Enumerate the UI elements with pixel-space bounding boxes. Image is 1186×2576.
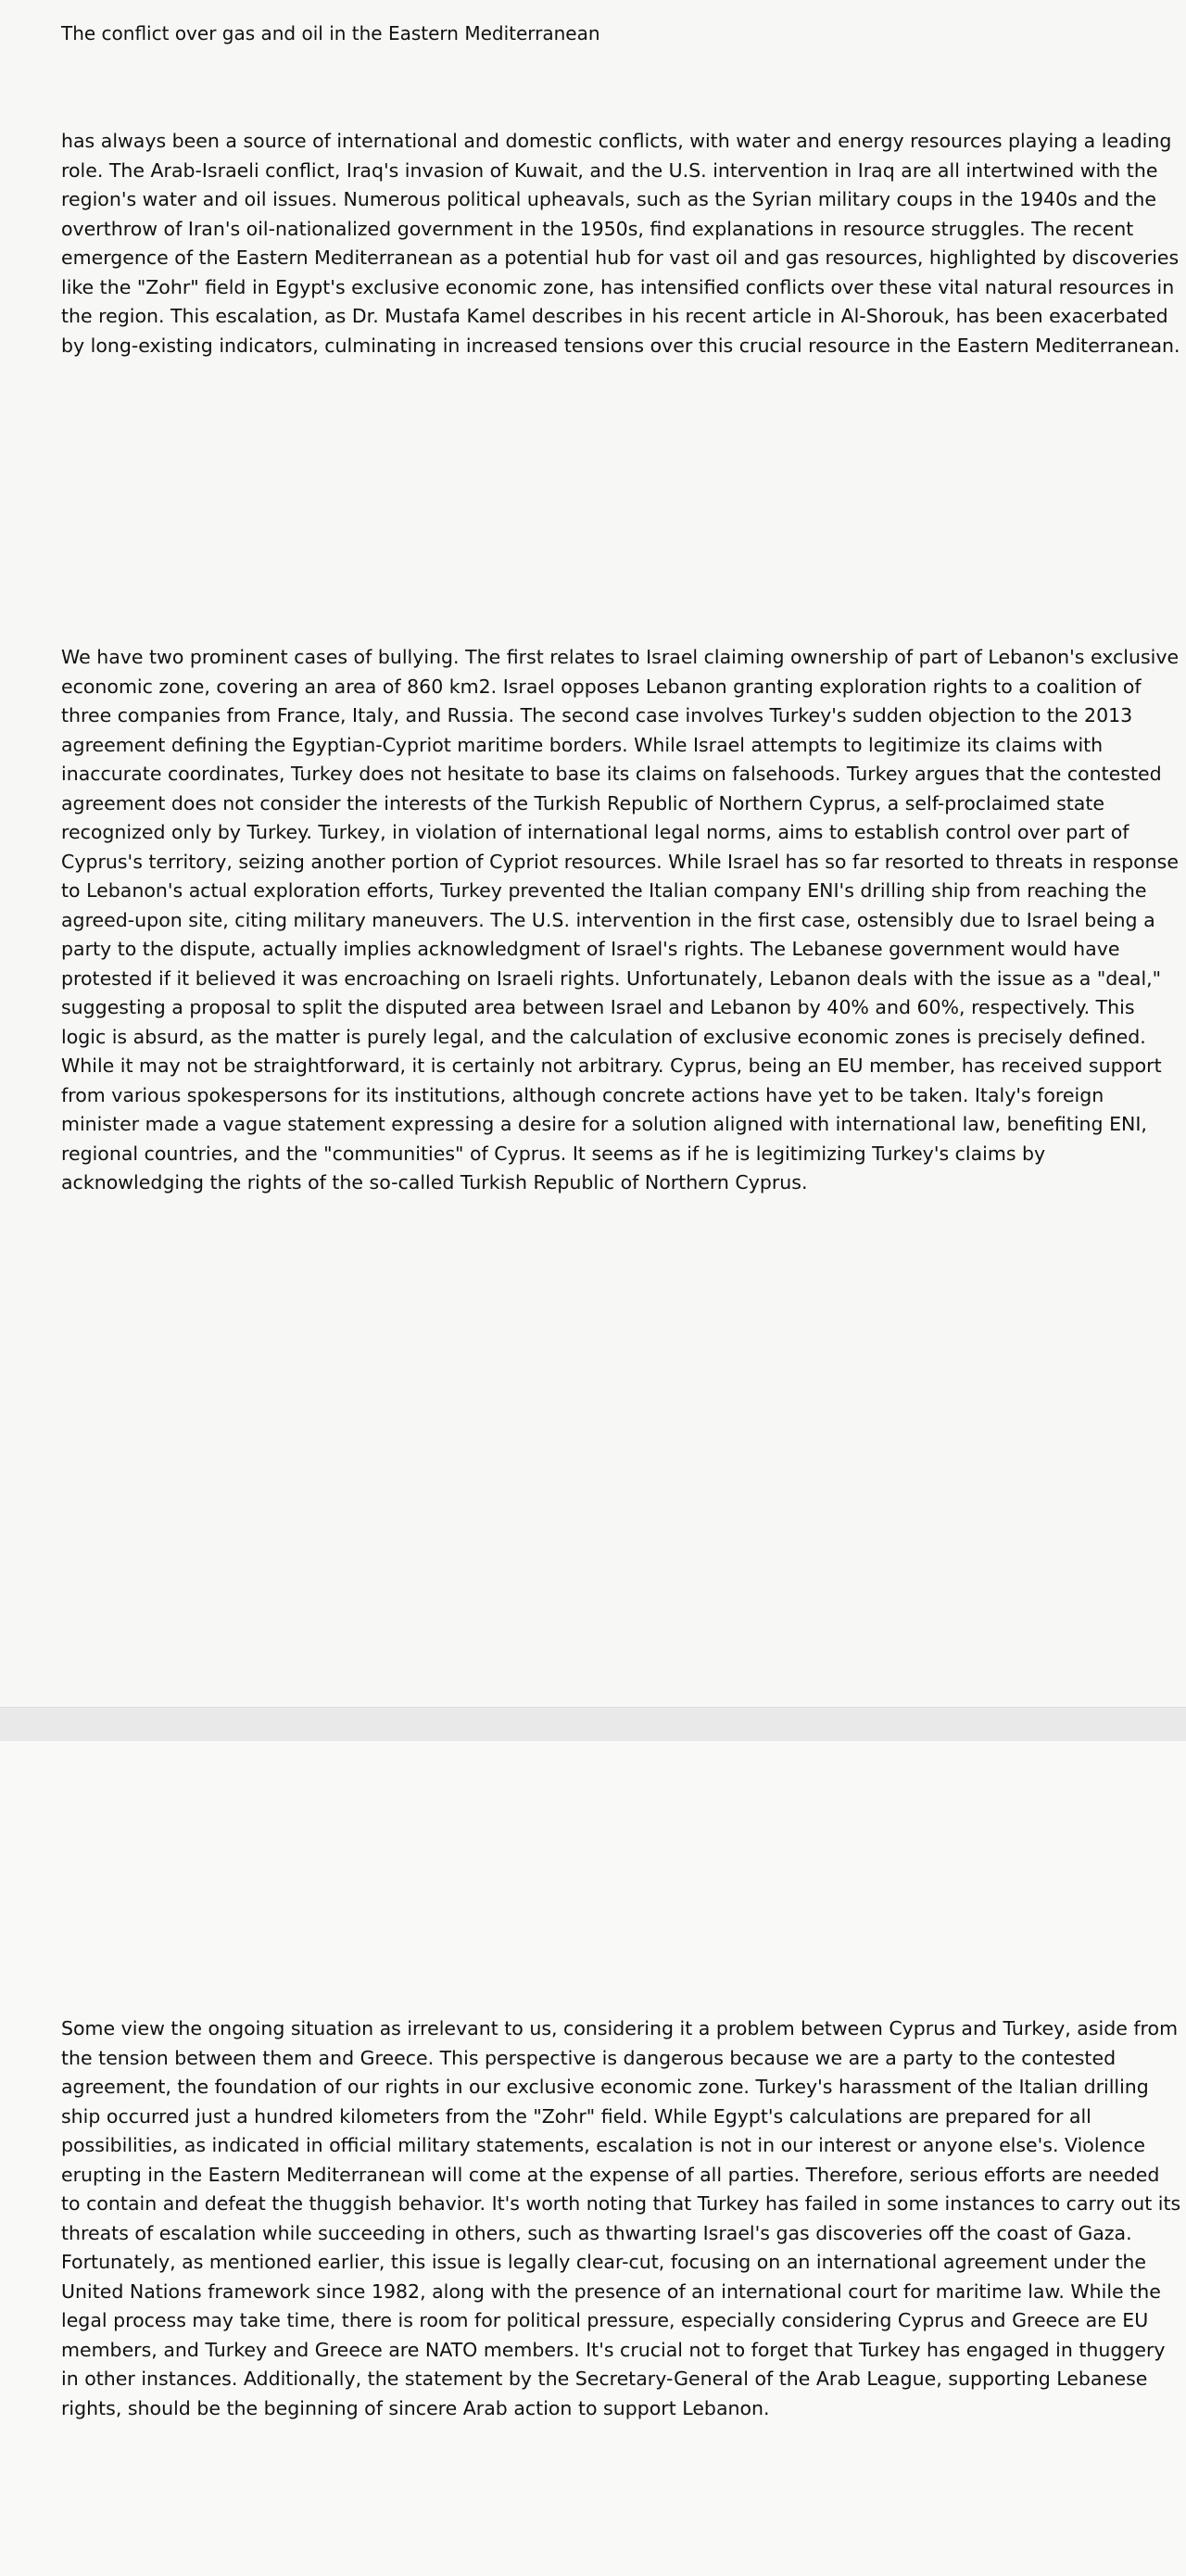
paragraph-2: We have two prominent cases of bullying. The first relates to Israel claiming ownership of part of Lebanon's exclusive economic zone, covering an area of 860 km2. Israel opposes Lebanon granting exploration rights to a coalition of three companies from France, Italy, and Russia. The second case involves Turkey's sudden objection to the 2013 agreement defining the Egyptian-Cypriot maritime borders. While Israel attempts to legitimize its claims with inaccurate coordinates, Turkey does not hesitate to base its claims on falsehoods. Turkey argues that the contested agreement does not consider the interests of the Turkish Republic of Northern Cyprus, a self-proclaimed state recognized only by Turkey. Turkey, in violation of international legal norms, aims to establish control over part of Cyprus's territory, seizing another portion of Cypriot resources. While Israel has so far resorted to threats in response to Lebanon's actual exploration efforts, Turkey prevented the Italian company ENI's drilling ship from reaching the agreed-upon site, citing military maneuvers. The U.S. intervention in the first case, ostensibly due to Israel being a party to the dispute, actually implies acknowledgment of Israel's rights. The Lebanese government would have protested if it believed it was encroaching on Israeli rights. Unfortunately, Lebanon deals with the issue as a "deal," suggesting a proposal to split the disputed area between Israel and Lebanon by 40% and 60%, respectively. This logic is absurd, as the matter is purely legal, and the calculation of exclusive economic zones is precisely defined. While it may not be straightforward, it is certainly not arbitrary. Cyprus, being an EU member, has received support from various spokespersons for its institutions, although concrete actions have yet to be taken. Italy's foreign minister made a vague statement expressing a desire for a solution aligned with international law, benefiting ENI, regional countries, and the "communities" of Cyprus. It seems as if he is legitimizing Turkey's claims by acknowledging the rights of the so-called Turkish Republic of Northern Cyprus. xyxy=(61,646,1180,1193)
paragraph-1: has always been a source of international and domestic conflicts, with water and energy resources playing a leading role. The Arab-Israeli conflict, Iraq's invasion of Kuwait, and the U.S. intervention in Iraq are all intertwined with the region's water and oil issues. Numerous political upheavals, such as the Syrian military coups in the 1940s and the overthrow of Iran's oil-nationalized government in the 1950s, find explanations in resource struggles. The recent emergence of the Eastern Mediterranean as a potential hub for vast oil and gas resources, highlighted by discoveries like the "Zohr" field in Egypt's exclusive economic zone, has intensified conflicts over these vital natural resources in the region. This escalation, as Dr. Mustafa Kamel describes in his recent article in Al-Shorouk, has been exacerbated by long-existing indicators, culminating in increased tensions over this crucial resource in the Eastern Mediterranean. xyxy=(61,130,1180,357)
paragraph-3: Some view the ongoing situation as irrelevant to us, considering it a problem between Cyprus and Turkey, aside from the tension between them and Greece. This perspective is dangerous because we are a party to the contested agreement, the foundation of our rights in our exclusive economic zone. Turkey's harassment of the Italian drilling ship occurred just a hundred kilometers from the "Zohr" field. While Egypt's calculations are prepared for all possibilities, as indicated in official military statements, escalation is not in our interest or anyone else's. Violence erupting in the Eastern Mediterranean will come at the expense of all parties. Therefore, serious efforts are needed to contain and defeat the thuggish behavior. It's worth noting that Turkey has failed in some instances to carry out its threats of escalation while succeeding in others, such as thwarting Israel's gas discoveries off the coast of Gaza. Fortunately, as mentioned earlier, this issue is legally clear-cut, focusing on an international agreement under the United Nations framework since 1982, along with the presence of an international court for maritime law. While the legal process may take time, there is room for political pressure, especially considering Cyprus and Greece are EU members, and Turkey and Greece are NATO members. It's crucial not to forget that Turkey has engaged in thuggery in other instances. Additionally, the statement by the Secretary-General of the Arab League, supporting Lebanese rights, should be the beginning of sincere Arab action to support Lebanon. xyxy=(61,2017,1181,2419)
document-title: The conflict over gas and oil in the Eastern Mediterranean xyxy=(61,22,600,44)
page-divider xyxy=(0,1707,1186,1742)
